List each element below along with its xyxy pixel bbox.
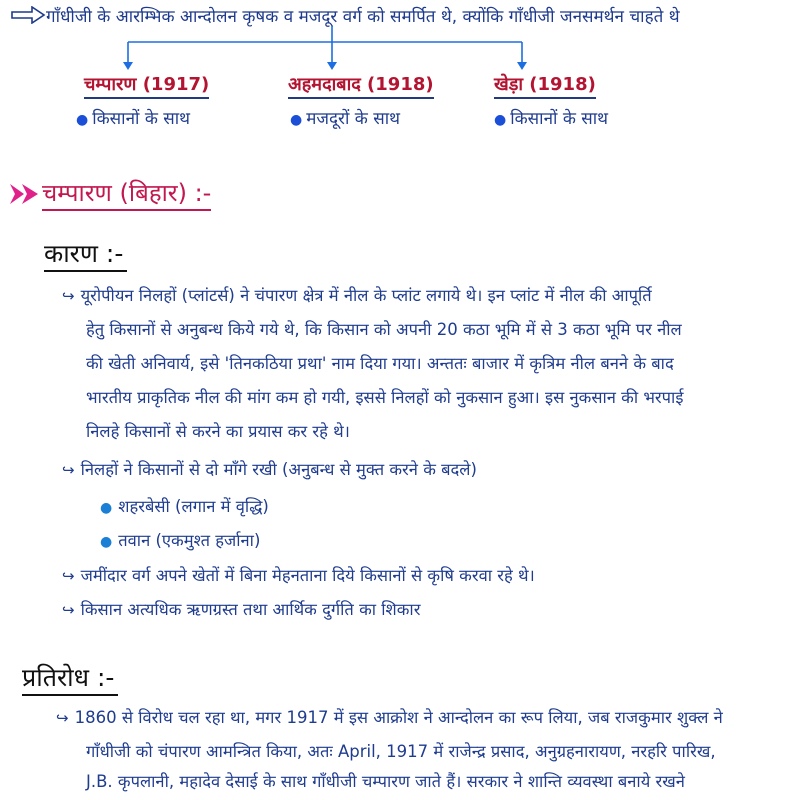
bullet-icon: ● xyxy=(76,112,89,128)
branch-item-champaran xyxy=(76,106,190,129)
branch-item-label: मजदूरों के साथ xyxy=(306,109,401,129)
headline: गाँधीजी के आरम्भिक आन्दोलन कृषक व मजदूर वर्ग को समर्पित थे, क्योंकि गाँधीजी जनसमर्थन चाहते थे xyxy=(46,7,680,27)
karan-para1-line2: हेतु किसानों से अनुबन्ध किये गये थे, कि किसान को अपनी 20 कठा भूमि में से 3 कठा भूमि पर नील xyxy=(86,320,682,339)
pratirodh-heading: प्रतिरोध :- xyxy=(22,660,118,696)
para-text: जमींदार वर्ग अपने खेतों में बिना मेहनताना दिये किसानों से कृषि करवा रहे थे। xyxy=(80,566,535,585)
karan-para1-line1 xyxy=(62,278,652,314)
hook-arrow-icon: ↪ xyxy=(62,567,75,585)
para-text: यूरोपीयन निलहों (प्लांटर्स) ने चंपारण क्षेत्र में नील के प्लांट लगाये थे। इन प्लांट में नील की आपूर्ति xyxy=(80,286,652,305)
branch-title-ahmedabad: अहमदाबाद (1918) xyxy=(288,72,434,99)
bullet-icon: ● xyxy=(494,112,507,128)
para-text: निलहों ने किसानों से दो माँगे रखी (अनुबन्ध से मुक्त करने के बदले) xyxy=(80,460,477,479)
sub-item-label: शहरबेसी (लगान में वृद्धि) xyxy=(118,497,269,516)
para-text: 1860 से विरोध चल रहा था, मगर 1917 में इस आक्रोश ने आन्दोलन का रूप लिया, जब राजकुमार शुक्ल ने xyxy=(74,708,723,727)
karan-heading: कारण :- xyxy=(44,236,127,272)
hook-arrow-icon: ↪ xyxy=(62,461,75,479)
sub-item-tavan xyxy=(100,528,260,551)
pratirodh-line3: J.B. कृपलानी, महादेव देसाई के साथ गाँधीजी चम्पारण जाते हैं। सरकार ने शान्ति व्यवस्था बनाये रखने xyxy=(86,772,685,791)
karan-para2 xyxy=(62,452,477,488)
section-title: चम्पारण (बिहार) :- xyxy=(42,176,211,211)
branch-title-kheda: खेड़ा (1918) xyxy=(494,72,596,99)
double-chevron-icon xyxy=(8,182,42,206)
bullet-icon: ● xyxy=(100,534,113,550)
hook-arrow-icon: ↪ xyxy=(56,709,69,727)
para-text: किसान अत्यधिक ऋणग्रस्त तथा आर्थिक दुर्गति का शिकार xyxy=(80,600,421,619)
branch-item-ahmedabad xyxy=(290,106,400,129)
bullet-icon: ● xyxy=(290,112,303,128)
branch-item-kheda xyxy=(494,106,608,129)
pratirodh-line1 xyxy=(56,700,723,736)
branch-title-champaran: चम्पारण (1917) xyxy=(84,72,209,99)
branch-item-label: किसानों के साथ xyxy=(510,109,609,129)
karan-para3 xyxy=(62,558,535,594)
sub-item-shaharbesi xyxy=(100,494,269,517)
karan-para1-line4: भारतीय प्राकृतिक नील की मांग कम हो गयी, इससे निलहों को नुकसान हुआ। इस नुकसान की भरपाई xyxy=(86,388,684,407)
bullet-icon: ● xyxy=(100,500,113,516)
hook-arrow-icon: ↪ xyxy=(62,287,75,305)
hook-arrow-icon: ↪ xyxy=(62,601,75,619)
sub-item-label: तवान (एकमुश्त हर्जाना) xyxy=(118,531,261,550)
pratirodh-line2: गाँधीजी को चंपारण आमन्त्रित किया, अतः April, 1917 में राजेन्द्र प्रसाद, अनुग्रहनारायण, नरहरि पारिख, xyxy=(86,742,716,761)
karan-para1-line5: निलहे किसानों से करने का प्रयास कर रहे थे। xyxy=(86,422,350,441)
branch-item-label: किसानों के साथ xyxy=(92,109,191,129)
karan-para1-line3: की खेती अनिवार्य, इसे 'तिनकठिया प्रथा' नाम दिया गया। अन्ततः बाजार में कृत्रिम नील बनने के बाद xyxy=(86,354,674,373)
tree-connector xyxy=(0,0,800,80)
karan-para4 xyxy=(62,592,420,628)
